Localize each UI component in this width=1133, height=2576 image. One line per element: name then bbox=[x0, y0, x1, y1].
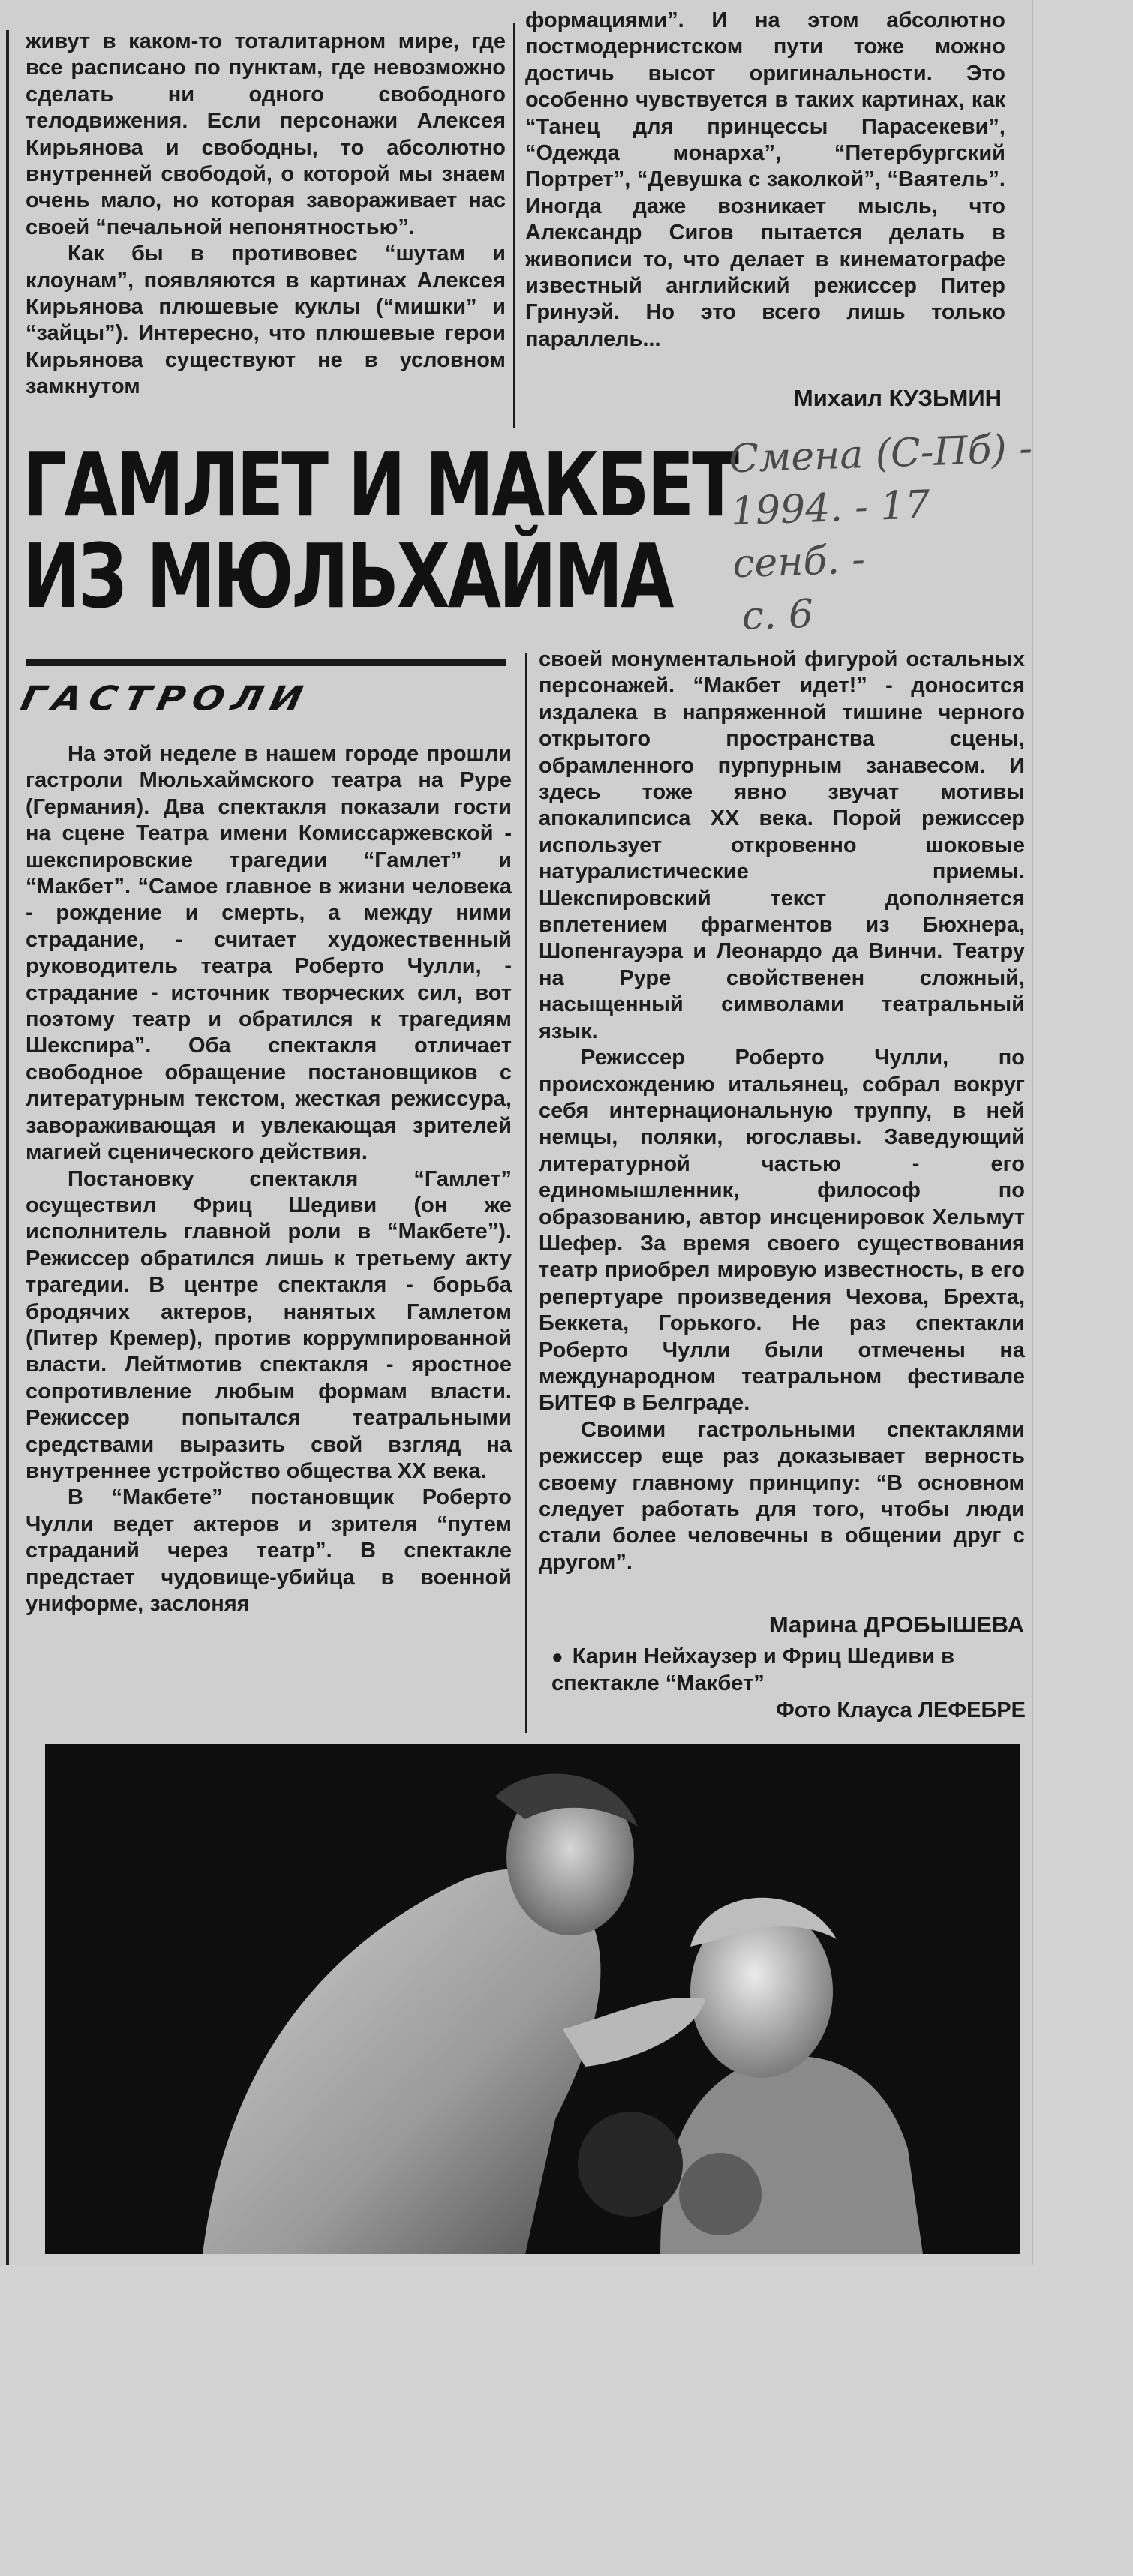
article2-right-para-3: Своими гастрольными спектаклями режиссер еще раз доказывает верность своему главному принципу: “В основном следует работать для того, чтобы люди стали более человечны в общении друг с другом”. bbox=[539, 1417, 1025, 1575]
handwritten-source-note bbox=[728, 422, 1050, 643]
article1-right-para-1: формациями”. И на этом абсолютно постмодернистском пути тоже можно достичь высот оригинальности. Это особенно чувствуется в таких картинах, как “Танец для принцессы Парасекеви”, “Одежда монарха”, “Петербургский Портрет”, “Девушка с заколкой”, “Ваятель”. Иногда даже возникает мысль, что Александр Сигов пытается делать в живописи то, что делает в кинематографе известный английский режиссер Питер Гринуэй. Но это всего лишь только параллель... bbox=[525, 8, 1005, 351]
article1-column-rule bbox=[513, 23, 515, 428]
article1-col-right bbox=[525, 8, 1005, 353]
article2-left-para-3: В “Макбете” постановщик Роберто Чулли ведет актеров и зрителя “путем страданий через театр”. В спектакле предстает чудовище-убийца в военной униформе, заслоняя bbox=[26, 1485, 512, 1616]
photo-credit: Фото Клауса ЛЕФЕБРЕ bbox=[776, 1698, 1026, 1722]
caption-bullet: ● bbox=[551, 1645, 563, 1668]
left-edge-line bbox=[6, 30, 9, 2265]
article2-left-para-2: Постановку спектакля “Гамлет” осуществил Фриц Шедиви (он же исполнитель главной роли в “Макбете”). Режиссер обратился лишь к третьему акту трагедии. В центре спектакля - борьба бродячих актеров, нанятых Гамлетом (Питер Кремер), против коррумпированной власти. Лейтмотив спектакля - яростное сопротивление любым формам власти. Режиссер попытался театральными средствами выразить свой взгляд на внутреннее устройство общества XX века. bbox=[26, 1166, 512, 1483]
article2-column-rule bbox=[525, 653, 527, 1733]
theatre-photo bbox=[45, 1744, 1020, 2254]
caption-text: Карин Нейхаузер и Фриц Шедиви в спектакле “Макбет” bbox=[551, 1644, 954, 1695]
flowers-light bbox=[679, 2153, 762, 2235]
article2-right-para-2: Режиссер Роберто Чулли, по происхождению итальянец, собрал вокруг себя интернациональную труппу, в ней немцы, поляки, югославы. Заведующий литературной частью - его единомышленник, философ по образованию, автор инсценировок Хельмут Шефер. За время своего существования театр приобрел мировую известность, в его репертуаре произведения Чехова, Брехта, Беккета, Горького. Не раз спектакли Роберто Чулли были отмечены на международном театральном фестивале БИТЕФ в Белграде. bbox=[539, 1046, 1025, 1416]
article1-left-para-2: Как бы в противовес “шутам и клоунам”, появляются в картинах Алексея Кирьянова плюшевые куклы (“мишки” и “зайцы”). Интересно, что плюшевые герои Кирьянова существуют не в условном замкнутом bbox=[26, 242, 506, 399]
article2-col-left bbox=[26, 741, 512, 1617]
handwritten-line-3: с. 6 bbox=[741, 591, 815, 639]
handwritten-line-1: Смена (С-Пб) - bbox=[728, 426, 1033, 482]
article1-left-para-1: живут в каком-то тоталитарном мире, где все расписано по пунктам, где невозможно сделать ни одного свободного телодвижения. Если персонажи Алексея Кирьянова и свободны, то абсолютно внутренней свободой, о которой мы знаем очень мало, но которая завораживает нас своей “печальной непонятностью”. bbox=[26, 29, 506, 239]
headline-line-1: ГАМЛЕТ И МАКБЕТ bbox=[23, 433, 737, 536]
photo-caption bbox=[551, 1643, 1026, 1724]
photo-illustration bbox=[45, 1744, 1020, 2254]
article2-author: Марина ДРОБЫШЕВА bbox=[768, 1611, 1024, 1638]
headline-line-2: ИЗ МЮЛЬХАЙМА bbox=[23, 524, 672, 628]
flowers-dark bbox=[578, 2112, 683, 2217]
headline bbox=[23, 433, 737, 628]
handwritten-line-2: 1994. - 17 сенб. - bbox=[729, 482, 931, 587]
rubric-label: ГАСТРОЛИ bbox=[17, 679, 314, 719]
article1-author: Михаил КУЗЬМИН bbox=[793, 385, 1002, 411]
article2-left-para-1: На этой неделе в нашем городе прошли гастроли Мюльхаймского театра на Руре (Германия). Два спектакля показали гости на сцене Театра имени Комиссаржевской - шекспировские трагедии “Гамлет” и “Макбет”. “Самое главное в жизни человека - рождение и смерть, а между ними страдание, - считает художественный руководитель театра Роберто Чулли, - страдание - источник творческих сил, вот поэтому театр и обратился к трагедиям Шекспира”. Оба спектакля отличает свободное обращение постановщиков с литературным текстом, жесткая режиссура, завораживающая и увлекающая зрителей магией сценического действия. bbox=[26, 742, 512, 1165]
rubric-bar bbox=[26, 659, 506, 666]
article1-col-left bbox=[26, 29, 506, 401]
article2-right-para-1: своей монументальной фигурой остальных персонажей. “Макбет идет!” - доносится издалека в напряженной тишине черного открытого пространства сцены, обрамленного пурпурным занавесом. И здесь тоже явно звучат мотивы апокалипсиса XX века. Порой режиссер использует откровенно шоковые натуралистические приемы. Шекспировский текст дополняется вплетением фрагментов из Бюхнера, Шопенгауэра и Леонардо да Винчи. Театру на Руре свойственен сложный, насыщенный символами театральный язык. bbox=[539, 647, 1025, 1043]
article2-col-right bbox=[539, 647, 1025, 1576]
